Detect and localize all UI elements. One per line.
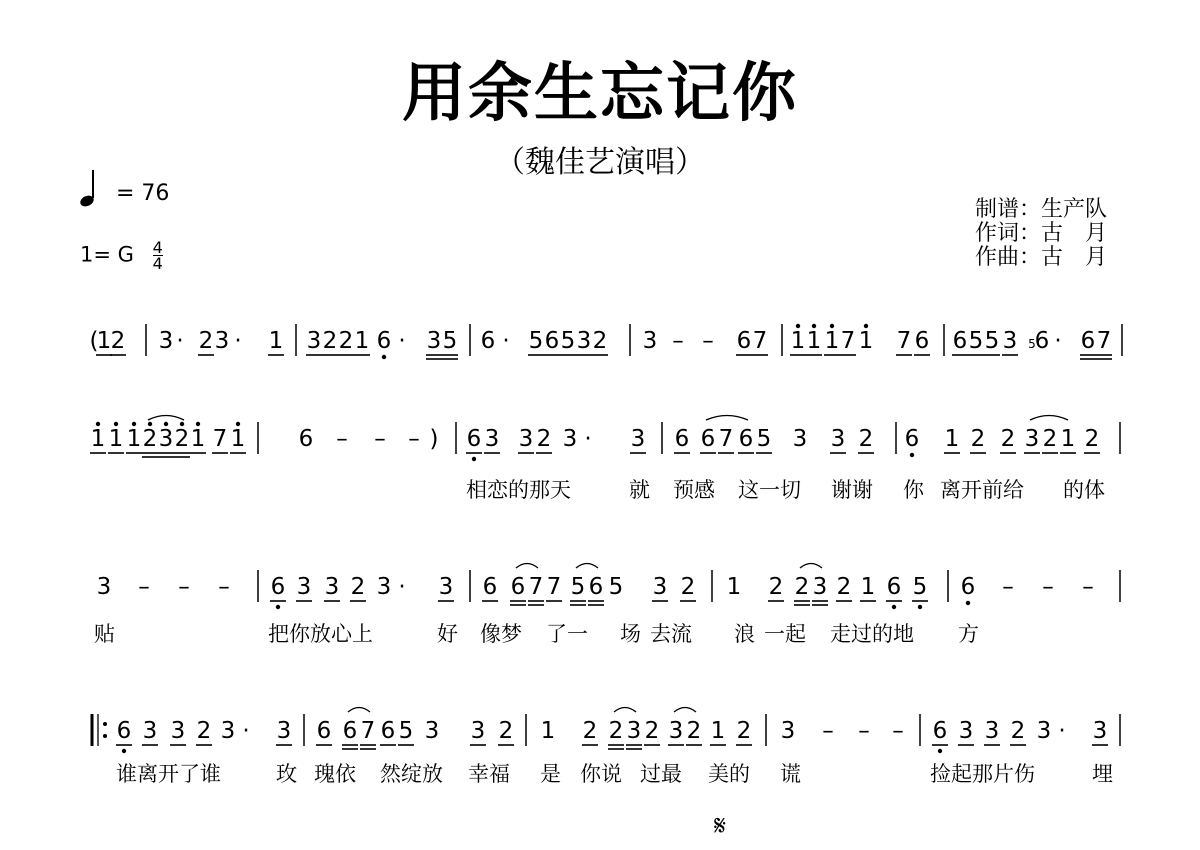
lyric-phrase: 的体	[1063, 478, 1105, 502]
note-digit: 5	[560, 328, 576, 354]
lyric-phrase: 瑰依	[314, 762, 356, 786]
note-digit: 7	[528, 574, 544, 600]
note-digit: 3	[484, 426, 500, 452]
note-digit: 6	[700, 426, 716, 452]
score-line-4	[88, 712, 1128, 756]
octave-dot-above	[148, 422, 152, 426]
dash: –	[336, 426, 348, 452]
lyric-phrase: 这一切	[738, 478, 801, 502]
note-digit: 3	[958, 718, 974, 744]
note-digit: 1	[540, 718, 556, 744]
note-digit: 3	[1036, 718, 1052, 744]
note-digit: 1	[824, 328, 840, 354]
note-digit: 2	[970, 426, 986, 452]
note-digit: 7	[212, 426, 228, 452]
octave-dot-below	[910, 453, 914, 457]
lyric-phrase: 谢谢	[831, 478, 873, 502]
note-digit: 5	[608, 574, 624, 600]
note-digit: 2	[686, 718, 702, 744]
tie-arc	[674, 708, 696, 713]
note-digit: 3	[158, 426, 174, 452]
note-digit: 6	[342, 718, 358, 744]
key-signature	[80, 240, 163, 271]
credit-lyricist	[975, 222, 1107, 246]
note-digit: 3	[562, 426, 578, 452]
note-digit: 5	[528, 328, 544, 354]
note-digit: 2	[174, 426, 190, 452]
lyric-phrase: 美的	[708, 762, 750, 786]
note-digit: 6	[1080, 328, 1096, 354]
lyric-phrase: 好	[437, 622, 458, 646]
lyric-phrase: 一起	[764, 622, 806, 646]
dash: –	[218, 574, 230, 600]
note-digit: 6	[932, 718, 948, 744]
note-digit: 6	[1034, 328, 1050, 354]
note-digit: 7	[752, 328, 768, 354]
tie-arc	[348, 708, 370, 713]
octave-dot-above	[196, 422, 200, 426]
octave-dot-above	[96, 422, 100, 426]
note-digit: 1	[944, 426, 960, 452]
song-title: 用余生忘记你	[402, 57, 798, 131]
octave-dot-above	[236, 422, 240, 426]
note-digit: 3	[518, 426, 534, 452]
dash: –	[178, 574, 190, 600]
octave-dot-above	[812, 324, 816, 328]
note-digit: 3	[642, 328, 658, 354]
segno-sign: 𝄋	[714, 809, 727, 842]
score-line-2-graphics	[88, 420, 1128, 464]
note-digit: 2	[1042, 426, 1058, 452]
note-digit: 2	[736, 718, 752, 744]
dot-augment: ·	[234, 328, 242, 354]
dash: –	[822, 718, 834, 744]
octave-dot-below	[966, 601, 970, 605]
note-digit: 2	[322, 328, 338, 354]
dot-augment: ·	[584, 426, 592, 452]
lyric-phrase: 离开前给	[940, 478, 1024, 502]
lyric-phrase: 贴	[94, 622, 115, 646]
note-digit: 1	[108, 426, 124, 452]
score-line-4-graphics	[88, 712, 1128, 756]
note-digit: 5	[398, 718, 414, 744]
tie-arc	[148, 416, 184, 421]
dash: –	[858, 718, 870, 744]
tie-arc	[800, 564, 822, 569]
note-digit: 6	[886, 574, 902, 600]
note-digit: 3	[984, 718, 1000, 744]
note-digit: 6	[316, 718, 332, 744]
dot-augment: ·	[502, 328, 510, 354]
time-signature	[153, 240, 163, 271]
note-digit: 3	[306, 328, 322, 354]
note-digit: 3	[158, 328, 174, 354]
dot-augment: ·	[242, 718, 250, 744]
note-digit: 3	[424, 718, 440, 744]
note-digit: 3	[626, 718, 642, 744]
dash: –	[702, 328, 714, 354]
note-digit: 2	[498, 718, 514, 744]
dash: –	[1042, 574, 1054, 600]
octave-dot-below	[918, 605, 922, 609]
note-digit: 3	[812, 574, 828, 600]
note-digit: 7	[360, 718, 376, 744]
note-digit: 2	[350, 574, 366, 600]
octave-dot-below	[892, 605, 896, 609]
note-digit: 6	[380, 718, 396, 744]
lyric-phrase: 走过的地	[830, 622, 914, 646]
lyric-phrase: 方	[958, 622, 979, 646]
note-digit: 2	[680, 574, 696, 600]
octave-dot-below	[122, 749, 126, 753]
note-digit: 6	[588, 574, 604, 600]
note-digit: 2	[1000, 426, 1016, 452]
note-digit: 3	[376, 574, 392, 600]
note-digit: 2	[768, 574, 784, 600]
tempo-value: = 76	[116, 181, 170, 206]
note-digit: 2	[794, 574, 810, 600]
note-digit: 5	[968, 328, 984, 354]
note-digit: 3	[1024, 426, 1040, 452]
dash: –	[408, 426, 420, 452]
score-line-3	[88, 568, 1128, 612]
credits	[975, 198, 1107, 270]
lyric-phrase: 像梦	[480, 622, 522, 646]
note-digit: 1	[268, 328, 284, 354]
tie-arc	[516, 564, 538, 569]
lyric-phrase: 场	[620, 622, 641, 646]
note-digit: 6	[298, 426, 314, 452]
credit-composer	[975, 246, 1107, 270]
note-digit: 1	[726, 574, 742, 600]
lyric-phrase: 幸福	[468, 762, 510, 786]
note-digit: 6	[510, 574, 526, 600]
credit-value: 古 月	[1041, 221, 1108, 246]
tie-arc	[1030, 416, 1068, 421]
note-digit: 3	[96, 574, 112, 600]
note-digit: 3	[142, 718, 158, 744]
note-digit: 2	[536, 426, 552, 452]
note-digit: 6	[952, 328, 968, 354]
dash: –	[1082, 574, 1094, 600]
dot-augment: ·	[1054, 328, 1062, 354]
octave-dot-below	[472, 457, 476, 461]
note-digit: 6	[466, 426, 482, 452]
octave-dot-below	[276, 605, 280, 609]
score-line-1-graphics	[88, 322, 1128, 366]
note-digit: 1	[858, 328, 874, 354]
note-digit: 3	[470, 718, 486, 744]
note-digit: 1	[860, 574, 876, 600]
lyric-phrase: 谎	[780, 762, 801, 786]
note-digit: 3	[576, 328, 592, 354]
credit-value: 古 月	[1041, 245, 1108, 270]
note-digit: 5	[442, 328, 458, 354]
score-line-3-graphics	[88, 568, 1128, 612]
note-digit: 1	[90, 426, 106, 452]
note-digit: 6	[270, 574, 286, 600]
tie-arc	[614, 708, 636, 713]
lyric-phrase: 你说	[580, 762, 622, 786]
note-digit: 1	[126, 426, 142, 452]
note-digit: 1	[96, 328, 112, 354]
note-digit: 2	[582, 718, 598, 744]
lyric-phrase: 过最	[640, 762, 682, 786]
credit-value: 生产队	[1041, 197, 1108, 222]
note-digit: 2	[338, 328, 354, 354]
note-digit: 3	[1092, 718, 1108, 744]
note-digit: 3	[426, 328, 442, 354]
lyric-phrase: 你	[903, 478, 924, 502]
lyrics-line-4	[88, 758, 1128, 788]
note-digit: 1	[710, 718, 726, 744]
credit-label: 作曲：	[975, 245, 1042, 270]
note-digit: 2	[196, 718, 212, 744]
note-digit: 1	[354, 328, 370, 354]
note-digit: 3	[792, 426, 808, 452]
lyric-phrase: 玫	[276, 762, 297, 786]
octave-dot-below	[382, 355, 386, 359]
repeat-dot	[103, 722, 107, 726]
lyric-phrase: 谁离开了谁	[116, 762, 221, 786]
dot-augment: ·	[398, 574, 406, 600]
lyric-phrase: 相恋的那天	[466, 478, 571, 502]
lyric-phrase: 捡起那片伤	[930, 762, 1035, 786]
note-digit: 3	[220, 718, 236, 744]
note-digit: 3	[1002, 328, 1018, 354]
note-digit: 2	[198, 328, 214, 354]
note-digit: 6	[674, 426, 690, 452]
note-digit: 7	[546, 574, 562, 600]
dot-augment: ·	[176, 328, 184, 354]
paren-open: (	[89, 328, 99, 354]
note-digit: 6	[738, 426, 754, 452]
lyrics-line-3	[88, 618, 1128, 648]
note-digit: 2	[142, 426, 158, 452]
note-digit: 3	[438, 574, 454, 600]
note-digit: 6	[480, 328, 496, 354]
note-digit: 6	[376, 328, 392, 354]
paren-close: )	[429, 426, 439, 452]
note-digit: 1	[790, 328, 806, 354]
octave-dot-above	[164, 422, 168, 426]
note-digit: 3	[296, 574, 312, 600]
note-digit: 3	[780, 718, 796, 744]
lyric-phrase: 浪	[734, 622, 755, 646]
lyric-phrase: 了一	[546, 622, 588, 646]
tie-arc	[706, 416, 748, 421]
lyric-phrase: 预感	[673, 478, 715, 502]
note-digit: 6	[544, 328, 560, 354]
note-digit: 5	[912, 574, 928, 600]
octave-dot-above	[864, 324, 868, 328]
lyrics-line-2	[88, 474, 1128, 504]
note-digit: 3	[324, 574, 340, 600]
note-digit: 1	[1060, 426, 1076, 452]
score-line-2	[88, 420, 1128, 464]
octave-dot-above	[830, 324, 834, 328]
note-digit: 3	[214, 328, 230, 354]
song-subtitle: （魏佳艺演唱）	[495, 145, 705, 180]
note-digit: 5	[570, 574, 586, 600]
repeat-dot	[103, 734, 107, 738]
credit-label: 作词：	[975, 221, 1042, 246]
note-digit: 6	[914, 328, 930, 354]
note-digit: 6	[960, 574, 976, 600]
octave-dot-above	[132, 422, 136, 426]
note-stem	[92, 170, 94, 198]
lyric-phrase: 是	[540, 762, 561, 786]
note-digit: 2	[836, 574, 852, 600]
note-digit: 2	[592, 328, 608, 354]
note-digit: 5	[984, 328, 1000, 354]
note-digit: 7	[896, 328, 912, 354]
note-digit: 1	[806, 328, 822, 354]
time-sig-top: 4	[152, 238, 163, 257]
note-digit: 1	[230, 426, 246, 452]
grace-note: 5	[1028, 337, 1036, 351]
credit-arranger	[975, 198, 1107, 222]
score-line-1	[88, 322, 1128, 366]
dot-augment: ·	[398, 328, 406, 354]
note-digit: 3	[668, 718, 684, 744]
dash: –	[138, 574, 150, 600]
note-digit: 3	[652, 574, 668, 600]
lyric-phrase: 然绽放	[380, 762, 443, 786]
tie-arc	[576, 564, 598, 569]
dash: –	[374, 426, 386, 452]
octave-dot-above	[180, 422, 184, 426]
note-digit: 3	[830, 426, 846, 452]
note-digit: 2	[608, 718, 624, 744]
note-digit: 2	[644, 718, 660, 744]
note-digit: 6	[116, 718, 132, 744]
dot-augment: ·	[1058, 718, 1066, 744]
note-digit: 1	[190, 426, 206, 452]
note-digit: 7	[1096, 328, 1112, 354]
time-sig-bottom: 4	[152, 254, 163, 273]
note-digit: 7	[840, 328, 856, 354]
note-digit: 3	[630, 426, 646, 452]
dash: –	[672, 328, 684, 354]
note-digit: 6	[736, 328, 752, 354]
note-digit: 2	[110, 328, 126, 354]
dash: –	[1002, 574, 1014, 600]
note-digit: 5	[756, 426, 772, 452]
lyric-phrase: 就	[629, 478, 650, 502]
note-digit: 2	[1010, 718, 1026, 744]
octave-dot-above	[114, 422, 118, 426]
lyric-phrase: 把你放心上	[268, 622, 373, 646]
lyric-phrase: 去流	[650, 622, 692, 646]
dash: –	[892, 718, 904, 744]
note-digit: 6	[482, 574, 498, 600]
note-digit: 6	[904, 426, 920, 452]
note-digit: 2	[858, 426, 874, 452]
credit-label: 制谱：	[975, 197, 1042, 222]
note-digit: 3	[170, 718, 186, 744]
note-digit: 3	[276, 718, 292, 744]
lyric-phrase: 埋	[1092, 762, 1113, 786]
key-label: 1= G	[80, 242, 134, 267]
octave-dot-above	[796, 324, 800, 328]
tempo-marking	[80, 172, 169, 209]
note-digit: 7	[718, 426, 734, 452]
note-digit: 2	[1084, 426, 1100, 452]
octave-dot-below	[938, 749, 942, 753]
